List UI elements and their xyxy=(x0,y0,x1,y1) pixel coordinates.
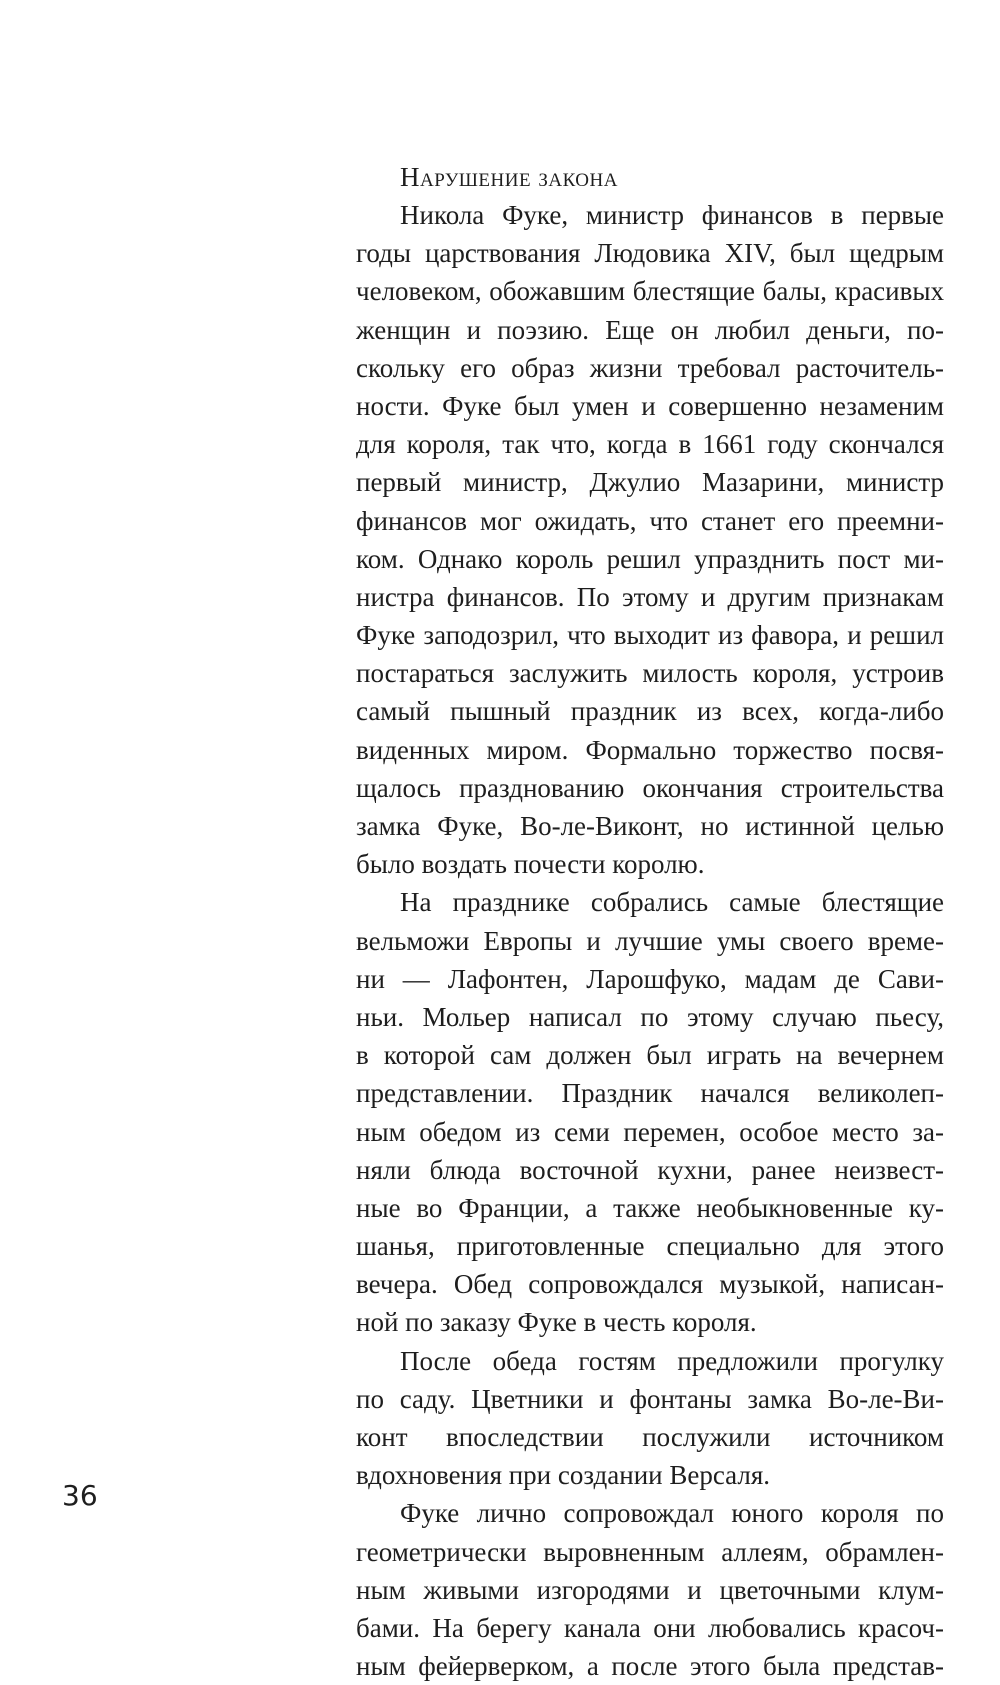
text-line: На празднике собрались самые блестящие xyxy=(400,887,944,918)
text-line: няли блюда восточной кухни, ранее неизвест- xyxy=(356,1154,944,1185)
text-line: ности. Фуке был умен и совершенно незаменим xyxy=(356,390,944,421)
text-line: постараться заслужить милость короля, устроив xyxy=(356,658,944,689)
text-line: ком. Однако король решил упразднить пост ми- xyxy=(356,543,944,574)
text-line: скольку его образ жизни требовал расточитель- xyxy=(356,352,944,383)
text-line: женщин и поэзию. Еще он любил деньги, по- xyxy=(356,314,944,345)
text-line: для короля, так что, когда в 1661 году скончался xyxy=(356,429,944,460)
paragraph xyxy=(356,883,944,1341)
text-line: было воздать почести королю. xyxy=(356,849,705,880)
text-line: Фуке заподозрил, что выходит из фавора, и решил xyxy=(356,620,944,651)
section-heading: Нарушение закона xyxy=(400,162,618,192)
text-line: ной по заказу Фуке в честь короля. xyxy=(356,1307,757,1338)
text-line: ным живыми изгородями и цветочными клум- xyxy=(356,1574,944,1605)
text-line: щалось празднованию окончания строительства xyxy=(356,772,944,803)
text-line: ньи. Мольер написал по этому случаю пьесу, xyxy=(356,1001,944,1032)
paragraph xyxy=(356,196,944,883)
text-column xyxy=(356,158,944,1685)
text-line: Фуке лично сопровождал юного короля по xyxy=(400,1498,944,1529)
text-line: самый пышный праздник из всех, когда-либо xyxy=(356,696,944,727)
text-line: ным обедом из семи перемен, особое место за- xyxy=(356,1116,944,1147)
paragraph xyxy=(356,1342,944,1495)
text-line: представлении. Праздник начался великолеп- xyxy=(356,1078,944,1109)
text-line: по саду. Цветники и фонтаны замка Во-ле-Ви- xyxy=(356,1383,944,1414)
text-line: ные во Франции, а также необыкновенные ку- xyxy=(356,1192,944,1223)
text-line: виденных миром. Формально торжество посвя- xyxy=(356,734,944,765)
text-line: человеком, обожавшим блестящие балы, красивых xyxy=(356,276,944,307)
body-text xyxy=(356,196,944,1685)
text-line: первый министр, Джулио Мазарини, министр xyxy=(356,467,944,498)
page-number: 36 xyxy=(62,1479,98,1512)
text-line: финансов мог ожидать, что станет его преемни- xyxy=(356,505,944,536)
text-line: Никола Фуке, министр финансов в первые xyxy=(400,200,944,230)
text-line: ным фейерверком, а после этого была представ- xyxy=(356,1651,944,1682)
text-line: шанья, приготовленные специально для этого xyxy=(356,1231,944,1262)
text-line: нистра финансов. По этому и другим признакам xyxy=(356,581,944,612)
text-line: ни — Лафонтен, Ларошфуко, мадам де Сави- xyxy=(356,963,944,994)
text-line: замка Фуке, Во-ле-Виконт, но истинной целью xyxy=(356,811,944,841)
text-line: вельможи Европы и лучшие умы своего време- xyxy=(356,925,944,956)
text-line: конт впоследствии послужили источником xyxy=(356,1422,944,1452)
text-line: в которой сам должен был играть на вечернем xyxy=(356,1040,944,1071)
text-line: После обеда гостям предложили прогулку xyxy=(400,1345,944,1376)
text-line: вечера. Обед сопровождался музыкой, написан- xyxy=(356,1269,944,1300)
text-line: геометрически выровненным аллеям, обрамлен- xyxy=(356,1536,944,1567)
paragraph xyxy=(356,1494,944,1685)
text-line: годы царствования Людовика XIV, был щедрым xyxy=(356,238,944,269)
text-line: вдохновения при создании Версаля. xyxy=(356,1460,771,1491)
text-line: бами. На берегу канала они любовались красоч- xyxy=(356,1612,944,1643)
